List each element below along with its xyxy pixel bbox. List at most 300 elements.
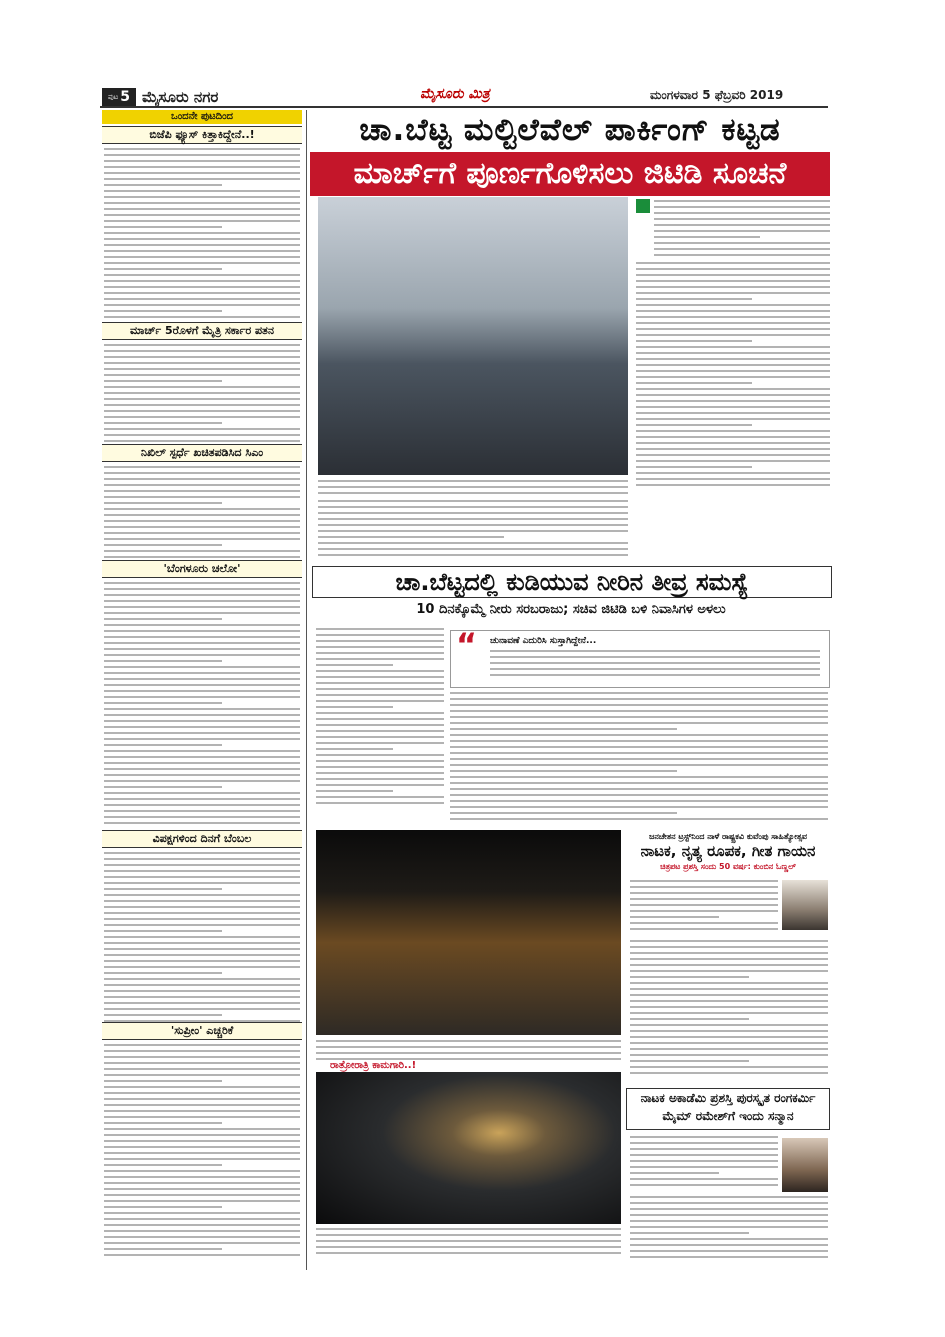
text-line (630, 892, 778, 894)
text-line (104, 1122, 222, 1124)
text-line (636, 478, 830, 480)
text-line (318, 480, 628, 482)
text-line (630, 1208, 828, 1210)
text-line (104, 220, 300, 222)
text-line (316, 694, 444, 696)
text-line (316, 790, 393, 792)
text-line (104, 280, 300, 282)
text-line (104, 594, 300, 596)
text-line (630, 1250, 828, 1252)
text-line (104, 870, 300, 872)
text-line (630, 1066, 828, 1068)
text-line (104, 972, 222, 974)
text-line (316, 802, 444, 804)
text-line (104, 286, 300, 288)
text-line (104, 600, 300, 602)
text-line (104, 624, 300, 626)
text-line (104, 792, 300, 794)
text-line (630, 1148, 778, 1150)
water-subheadline: 10 ದಿನಕ್ಕೊಮ್ಮೆ ನೀರು ಸರಬರಾಜು; ಸಚಿವ ಜಿಟಿಡಿ ಬಳಿ ನಿವಾಸಿಗಳ ಅಳಲು (416, 602, 726, 617)
text-line (104, 906, 300, 908)
text-line (104, 550, 300, 552)
text-line (636, 466, 752, 468)
text-line (104, 514, 300, 516)
drama-story-body-2 (630, 940, 828, 1078)
text-line (450, 782, 828, 784)
water-story-body-2 (450, 692, 828, 824)
text-line (104, 484, 300, 486)
date: ಮಂಗಳವಾರ 5 ಫೆಬ್ರವರಿ 2019 (650, 88, 784, 102)
text-line (104, 1194, 300, 1196)
text-line (630, 1012, 828, 1014)
text-line (104, 226, 222, 228)
lead-story-body-lower (318, 500, 628, 560)
text-line (104, 1170, 300, 1172)
text-line (316, 730, 444, 732)
column-divider (306, 110, 307, 1270)
text-line (316, 700, 444, 702)
text-line (630, 1178, 778, 1180)
text-line (630, 946, 828, 948)
text-line (104, 310, 222, 312)
text-line (316, 676, 444, 678)
text-line (104, 374, 300, 376)
page-number-box (102, 88, 136, 106)
text-line (104, 274, 300, 276)
text-line (318, 486, 628, 488)
text-line (636, 322, 830, 324)
text-line (104, 1248, 222, 1250)
text-line (318, 530, 628, 532)
continued-label: ಒಂದನೇ ಪುಟದಿಂದ (102, 110, 302, 124)
text-line (630, 922, 778, 924)
text-line (104, 966, 300, 968)
text-line (636, 328, 830, 330)
text-line (104, 690, 300, 692)
text-line (104, 1242, 300, 1244)
text-line (316, 1046, 621, 1048)
text-line (316, 1228, 621, 1230)
text-line (450, 698, 828, 700)
text-line (630, 1136, 778, 1138)
text-line (104, 960, 300, 962)
text-line (104, 984, 300, 986)
paper-name: ಮೈಸೂರು ಮಿತ್ರ (420, 86, 490, 102)
lead-headline-line2: ಮಾರ್ಚ್‌ಗೆ ಪೂರ್ಣಗೊಳಿಸಲು ಜಿಟಿಡಿ ಸೂಚನೆ (310, 152, 830, 196)
text-line (630, 1226, 828, 1228)
text-line (104, 556, 300, 558)
text-line (104, 386, 300, 388)
text-line (318, 518, 628, 520)
text-line (104, 202, 300, 204)
text-line (630, 1196, 828, 1198)
text-line (636, 382, 752, 384)
kuvempu-portrait (782, 880, 828, 930)
text-line (630, 1244, 828, 1246)
text-line (104, 666, 300, 668)
text-line (318, 512, 628, 514)
text-line (104, 1086, 300, 1088)
text-line (630, 1060, 749, 1062)
text-line (630, 1184, 778, 1186)
text-line (450, 692, 828, 694)
text-line (636, 454, 830, 456)
text-line (636, 388, 830, 390)
text-line (104, 738, 300, 740)
award-headline-line1: ನಾಟಕ ಅಕಾಡೆಮಿ ಪ್ರಶಸ್ತಿ ಪುರಸ್ಕೃತ ರಂಗಕರ್ಮಿ (640, 1091, 816, 1105)
left-story-headline: ವಿಪಕ್ಷಗಳಿಂದ ದಿನಗೆ ಬೆಂಬಲ (102, 830, 302, 848)
text-line (630, 1160, 778, 1162)
text-line (104, 948, 300, 950)
text-line (630, 1072, 828, 1074)
text-line (636, 310, 830, 312)
text-line (104, 410, 300, 412)
text-line (104, 1158, 300, 1160)
text-line (104, 756, 300, 758)
text-line (630, 958, 828, 960)
text-line (636, 262, 830, 264)
text-line (630, 1000, 828, 1002)
text-line (630, 1024, 828, 1026)
text-line (630, 886, 778, 888)
section-title: ಮೈಸೂರು ನಗರ (142, 88, 219, 106)
night-photo-caption (316, 1228, 621, 1258)
left-story-body (104, 852, 300, 1032)
text-line (104, 428, 300, 430)
text-line (450, 758, 828, 760)
text-line (104, 1044, 300, 1046)
text-line (490, 662, 820, 664)
felicitation-photo (316, 830, 621, 1035)
lead-headline-line1: ಚಾ.ಬೆಟ್ಟ ಮಲ್ಟಿಲೆವೆಲ್ ಪಾರ್ಕಿಂಗ್ ಕಟ್ಟಡ (359, 112, 781, 148)
text-line (104, 532, 300, 534)
text-line (636, 304, 830, 306)
text-line (630, 1238, 828, 1240)
text-line (636, 352, 830, 354)
text-line (636, 472, 830, 474)
text-line (630, 1172, 719, 1174)
text-line (104, 930, 222, 932)
text-line (104, 1002, 300, 1004)
text-line (104, 416, 300, 418)
mime-ramesh-portrait (782, 1138, 828, 1192)
text-line (104, 1236, 300, 1238)
text-line (630, 916, 719, 918)
text-line (630, 1030, 828, 1032)
text-line (630, 976, 749, 978)
text-line (104, 612, 300, 614)
text-line (636, 376, 830, 378)
text-line (636, 412, 830, 414)
text-line (450, 722, 828, 724)
text-line (450, 752, 828, 754)
text-line (630, 910, 778, 912)
text-line (104, 250, 300, 252)
text-line (654, 206, 830, 208)
text-line (104, 1008, 300, 1010)
text-line (104, 490, 300, 492)
text-line (636, 484, 830, 486)
text-line (636, 424, 752, 426)
page-number: 5 (120, 89, 131, 105)
text-line (104, 1164, 222, 1166)
text-line (636, 268, 830, 270)
text-line (104, 244, 300, 246)
text-line (104, 936, 300, 938)
text-line (316, 670, 444, 672)
text-line (104, 882, 300, 884)
water-story-body (316, 628, 444, 808)
text-line (318, 548, 628, 550)
text-line (450, 818, 828, 820)
text-line (636, 400, 830, 402)
text-line (104, 732, 300, 734)
text-line (654, 224, 830, 226)
text-line (104, 1212, 300, 1214)
text-line (630, 1018, 749, 1020)
text-line (316, 646, 444, 648)
text-line (318, 506, 628, 508)
text-line (104, 440, 300, 442)
text-line (104, 996, 300, 998)
text-line (104, 648, 300, 650)
text-line (318, 536, 504, 538)
text-line (104, 1182, 300, 1184)
text-line (450, 788, 828, 790)
text-line (104, 630, 300, 632)
text-line (104, 1116, 300, 1118)
text-line (630, 994, 828, 996)
text-line (636, 340, 752, 342)
text-line (104, 708, 300, 710)
left-story-headline: 'ಸುಪ್ರೀಂ' ಎಚ್ಚರಿಕೆ (102, 1022, 302, 1040)
text-line (104, 1224, 300, 1226)
text-line (104, 1152, 300, 1154)
text-line (636, 430, 830, 432)
text-line (104, 1080, 222, 1082)
text-line (636, 418, 830, 420)
story-badge-icon (636, 199, 650, 213)
text-line (104, 1206, 222, 1208)
text-line (104, 702, 222, 704)
text-line (450, 776, 828, 778)
text-line (316, 754, 444, 756)
text-line (654, 212, 830, 214)
text-line (104, 526, 300, 528)
quote-head: ಚುನಾವಣೆ ಎದುರಿಸಿ ಸುಸ್ತಾಗಿದ್ದೇನೆ... (490, 636, 597, 646)
text-line (630, 970, 828, 972)
text-line (450, 812, 677, 814)
text-line (636, 442, 830, 444)
drama-kicker: ಜನಚೇತನ ಟ್ರಸ್ಟ್‌ನಿಂದ ನಾಳೆ ರಾಷ್ಟ್ರಕವಿ ಕುವೆಂಪು ಸಾಹಿತ್ಯೋತ್ಸವ (648, 832, 808, 841)
left-story-headline: ಬಿಜೆಪಿ ಫ್ಯೂಸ್ ಕಿತ್ತಾಕಿದ್ದೇನೆ..! (102, 126, 302, 144)
text-line (104, 684, 300, 686)
text-line (630, 940, 828, 942)
text-line (630, 1142, 778, 1144)
text-line (104, 990, 300, 992)
text-line (104, 876, 300, 878)
text-line (450, 770, 677, 772)
text-line (104, 508, 300, 510)
text-line (630, 1214, 828, 1216)
text-line (104, 538, 300, 540)
text-line (104, 268, 222, 270)
text-line (450, 764, 828, 766)
text-line (450, 740, 828, 742)
text-line (316, 658, 444, 660)
award-story-body (630, 1136, 778, 1190)
night-photo-label: ರಾತ್ರೋರಾತ್ರಿ ಕಾಮಗಾರಿ..! (330, 1060, 417, 1071)
text-line (104, 888, 222, 890)
text-line (104, 350, 300, 352)
text-line (104, 520, 300, 522)
text-line (104, 798, 300, 800)
text-line (104, 642, 300, 644)
text-line (104, 858, 300, 860)
text-line (636, 346, 830, 348)
text-line (104, 1134, 300, 1136)
text-line (104, 344, 300, 346)
text-line (104, 1092, 300, 1094)
text-line (104, 636, 300, 638)
text-line (104, 392, 300, 394)
text-line (636, 334, 830, 336)
text-line (654, 218, 830, 220)
text-line (630, 928, 778, 930)
text-line (630, 1006, 828, 1008)
text-line (630, 1220, 828, 1222)
text-line (316, 1240, 621, 1242)
text-line (104, 466, 300, 468)
text-line (316, 796, 444, 798)
text-line (104, 1098, 300, 1100)
text-line (104, 978, 300, 980)
text-line (316, 634, 444, 636)
text-line (104, 472, 300, 474)
text-line (104, 1014, 222, 1016)
text-line (104, 924, 300, 926)
text-line (104, 678, 300, 680)
lead-story-intro (654, 200, 830, 260)
text-line (630, 898, 778, 900)
text-line (104, 1068, 300, 1070)
text-line (104, 154, 300, 156)
text-line (104, 1104, 300, 1106)
text-line (104, 1218, 300, 1220)
award-headline-line2: ಮೈಮ್ ರಮೇಶ್‌ಗೆ ಇಂದು ಸನ್ಮಾನ (662, 1109, 794, 1123)
text-line (450, 800, 828, 802)
page-label: ಪುಟ (107, 92, 119, 101)
text-line (104, 1110, 300, 1112)
text-line (630, 904, 778, 906)
text-line (104, 232, 300, 234)
text-line (104, 256, 300, 258)
text-line (104, 368, 300, 370)
lead-photo (318, 197, 628, 475)
text-line (104, 262, 300, 264)
text-line (104, 942, 300, 944)
text-line (104, 160, 300, 162)
text-line (104, 214, 300, 216)
text-line (654, 254, 830, 256)
text-line (316, 766, 444, 768)
text-line (104, 726, 300, 728)
text-line (316, 724, 444, 726)
drama-story-body (630, 880, 778, 934)
quote-icon: “ (456, 626, 478, 664)
text-line (636, 406, 830, 408)
text-line (104, 316, 300, 318)
text-line (636, 394, 830, 396)
left-story-headline: ನಿಖಿಲ್ ಸ್ಪರ್ಧೆ ಖಚಿತಪಡಿಸಿದ ಸಿಎಂ (102, 444, 302, 462)
text-line (316, 664, 393, 666)
text-line (318, 500, 628, 502)
text-line (490, 656, 820, 658)
text-line (636, 286, 830, 288)
text-line (104, 810, 300, 812)
lead-story-body (636, 262, 830, 490)
text-line (104, 304, 300, 306)
text-line (490, 650, 820, 652)
text-line (104, 1254, 300, 1256)
text-line (104, 768, 300, 770)
text-line (316, 682, 444, 684)
text-line (104, 1062, 300, 1064)
text-line (104, 816, 300, 818)
text-line (316, 718, 444, 720)
text-line (104, 780, 300, 782)
text-line (318, 542, 628, 544)
text-line (104, 900, 300, 902)
text-line (104, 380, 222, 382)
left-story-body (104, 344, 300, 446)
text-line (630, 1232, 749, 1234)
text-line (316, 1252, 621, 1254)
text-line (104, 1074, 300, 1076)
text-line (316, 772, 444, 774)
text-line (450, 734, 828, 736)
night-road-photo (316, 1072, 621, 1224)
left-story-body (104, 1044, 300, 1260)
text-line (104, 208, 300, 210)
text-line (450, 716, 828, 718)
text-line (450, 710, 828, 712)
text-line (104, 1188, 300, 1190)
left-story-body (104, 466, 300, 562)
text-line (450, 794, 828, 796)
text-line (104, 582, 300, 584)
text-line (450, 806, 828, 808)
text-line (318, 554, 628, 556)
text-line (104, 954, 300, 956)
text-line (104, 852, 300, 854)
text-line (104, 606, 300, 608)
drama-headline: ನಾಟಕ, ನೃತ್ಯ ರೂಪಕ, ಗೀತ ಗಾಯನ (640, 842, 816, 860)
text-line (636, 280, 830, 282)
drama-subheadline: ಚಿತ್ರಪಟ ಪ್ರಶಸ್ತಿ ಸಂದು 50 ವರ್ಷ: ಕುಂಬಿನ ಓಣ್ಣಲ್ (660, 862, 796, 871)
text-line (104, 660, 222, 662)
text-line (630, 964, 828, 966)
left-story-headline: 'ಬೆಂಗಳೂರು ಚಲೋ' (102, 560, 302, 578)
text-line (636, 448, 830, 450)
text-line (636, 460, 830, 462)
text-line (104, 292, 300, 294)
text-line (104, 714, 300, 716)
text-line (630, 1154, 778, 1156)
text-line (104, 172, 300, 174)
text-line (654, 248, 830, 250)
left-story-headline: ಮಾರ್ಚ್ 5ರೊಳಗೆ ಮೈತ್ರಿ ಸರ್ಕಾರ ಪತನ (102, 322, 302, 340)
